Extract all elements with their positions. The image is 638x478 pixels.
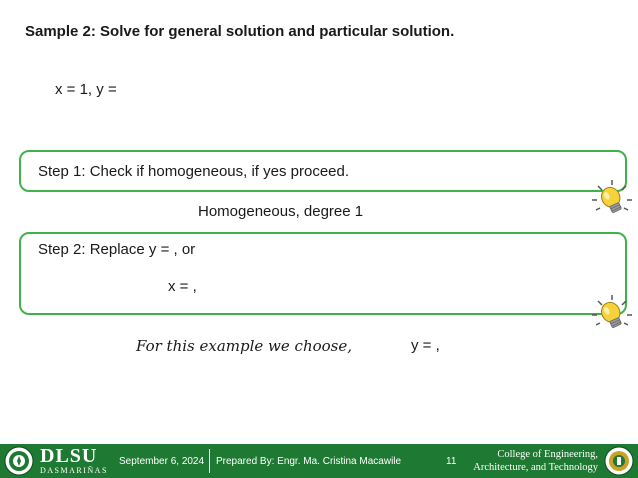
x-replace-text: x = , <box>168 278 197 295</box>
logo-main-text: DLSU <box>40 445 98 467</box>
lightbulb-icon <box>590 293 634 337</box>
dlsu-seal-icon <box>4 446 34 476</box>
college-name <box>473 448 598 474</box>
choose-text: For this example we choose, <box>136 337 353 355</box>
college-seal-icon <box>604 446 634 476</box>
college-line2: Architecture, and Technology <box>473 462 598 473</box>
homogeneous-note: Homogeneous, degree 1 <box>198 203 364 220</box>
step1-text: Step 1: Check if homogeneous, if yes proceed. <box>38 163 350 180</box>
choose-value: y = , <box>411 337 440 354</box>
slide-footer <box>0 444 638 478</box>
logo-sub-text: DASMARIÑAS <box>40 466 108 475</box>
given-conditions: x = 1, y = <box>55 81 117 98</box>
page-number: 11 <box>446 456 457 467</box>
footer-date: September 6, 2024 <box>119 456 205 467</box>
footer-divider <box>209 449 210 473</box>
lightbulb-icon <box>590 178 634 222</box>
dlsu-logo <box>40 446 108 475</box>
step2-text: Step 2: Replace y = , or <box>38 241 196 258</box>
college-line1: College of Engineering, <box>497 449 598 460</box>
footer-prepared-by: Prepared By: Engr. Ma. Cristina Macawile <box>216 456 402 467</box>
slide-title: Sample 2: Solve for general solution and particular solution. <box>25 23 455 40</box>
